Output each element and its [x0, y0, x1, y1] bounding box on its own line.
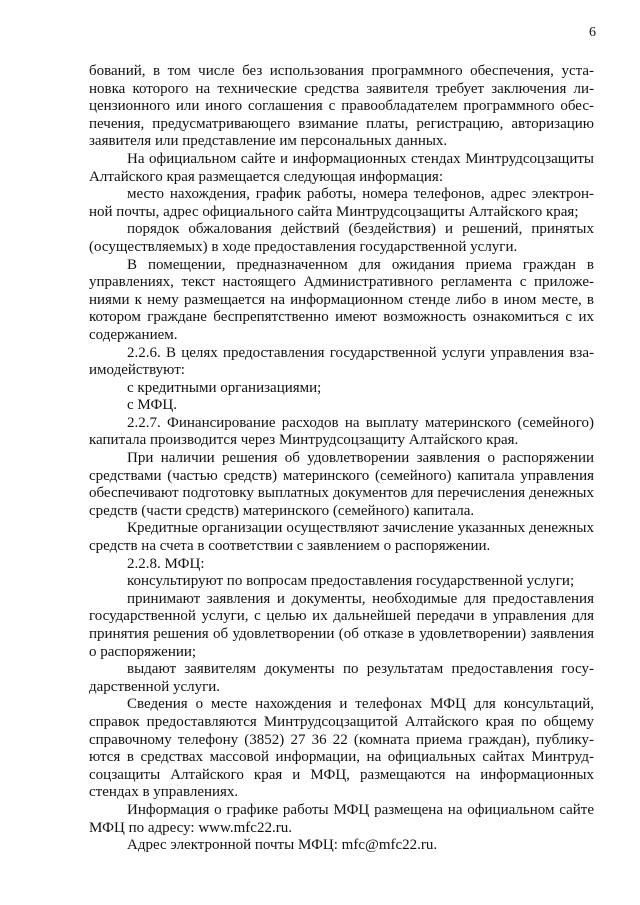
paragraph-5: В помещении, предназначенном для ожидания приема граждан в управлениях, текст настоящего Административного регламента с приложениями к нему размещается на информационном стенде либо в ином месте, в котором граждане беспрепятственно имеют возможность ознакомиться с их содержанием. [89, 256, 594, 343]
paragraph-11: Кредитные организации осуществляют зачисление указанных денежных средств на счета в соответствии с заявлением о распоряжении. [89, 520, 594, 555]
paragraph-10: При наличии решения об удовлетворении заявления о распоряжении средствами (частью средств) материнского (семейного) капитала управления обеспечивают подготовку выплатных документов для перечисления денежных средств (части средств) материнского (семейного) капитала. [89, 450, 594, 519]
document-body [89, 63, 594, 855]
page-number: 6 [589, 25, 596, 40]
paragraph-17: Информация о графике работы МФЦ размещена на официальном сайте МФЦ по адресу: www.mfc22.ru. [89, 801, 594, 836]
paragraph-3: место нахождения, график работы, номера телефонов, адрес электронной почты, адрес официального сайта Минтрудсоцзащиты Алтайского края; [89, 186, 594, 220]
paragraph-7: с кредитными организациями; [127, 379, 322, 396]
paragraph-18: Адрес электронной почты МФЦ: mfc@mfc22.ru. [127, 837, 438, 854]
paragraph-8: с МФЦ. [127, 397, 177, 414]
paragraph-14: принимают заявления и документы, необходимые для предоставления государственной услуги, с целью их дальнейшей передачи в управления для принятия решения об удовлетворении (об отказе в удовлетворении) заявления о распоряжении; [89, 590, 594, 660]
paragraph-1: бований, в том числе без использования программного обеспечения, установка которого на технические средства заявителя требует заключения лицензионного или иного соглашения с правообладателем программного обеспечения, предусматривающего взимание платы, регистрацию, авторизацию заявителя или представление им персональных данных. [89, 63, 594, 150]
paragraph-16: Сведения о месте нахождения и телефонах МФЦ для консультаций, справок предоставляются Минтрудсоцзащитой Алтайского края по общему справочному телефону (3852) 27 36 22 (комната приема граждан), публикуются в средствах массовой информации, на официальных сайтах Минтрудсоцзащиты Алтайского края и МФЦ, размещаются на информационных стендах в управлениях. [89, 696, 594, 801]
paragraph-9: 2.2.7. Финансирование расходов на выплату материнского (семейного) капитала производится через Минтрудсоцзащиту Алтайского края. [89, 414, 594, 449]
paragraph-4: порядок обжалования действий (бездействия) и решений, принятых (осуществляемых) в ходе предоставления государственной услуги. [89, 221, 594, 255]
paragraph-13: консультируют по вопросам предоставления государственной услуги; [127, 573, 575, 590]
paragraph-2: На официальном сайте и информационных стендах Минтрудсоцзащиты Алтайского края размещается следующая информация: [89, 150, 594, 185]
paragraph-15: выдают заявителям документы по результатам предоставления государственной услуги. [89, 661, 594, 695]
paragraph-12: 2.2.8. МФЦ: [127, 555, 205, 572]
paragraph-6: 2.2.6. В целях предоставления государственной услуги управления взаимодействуют: [89, 344, 594, 379]
